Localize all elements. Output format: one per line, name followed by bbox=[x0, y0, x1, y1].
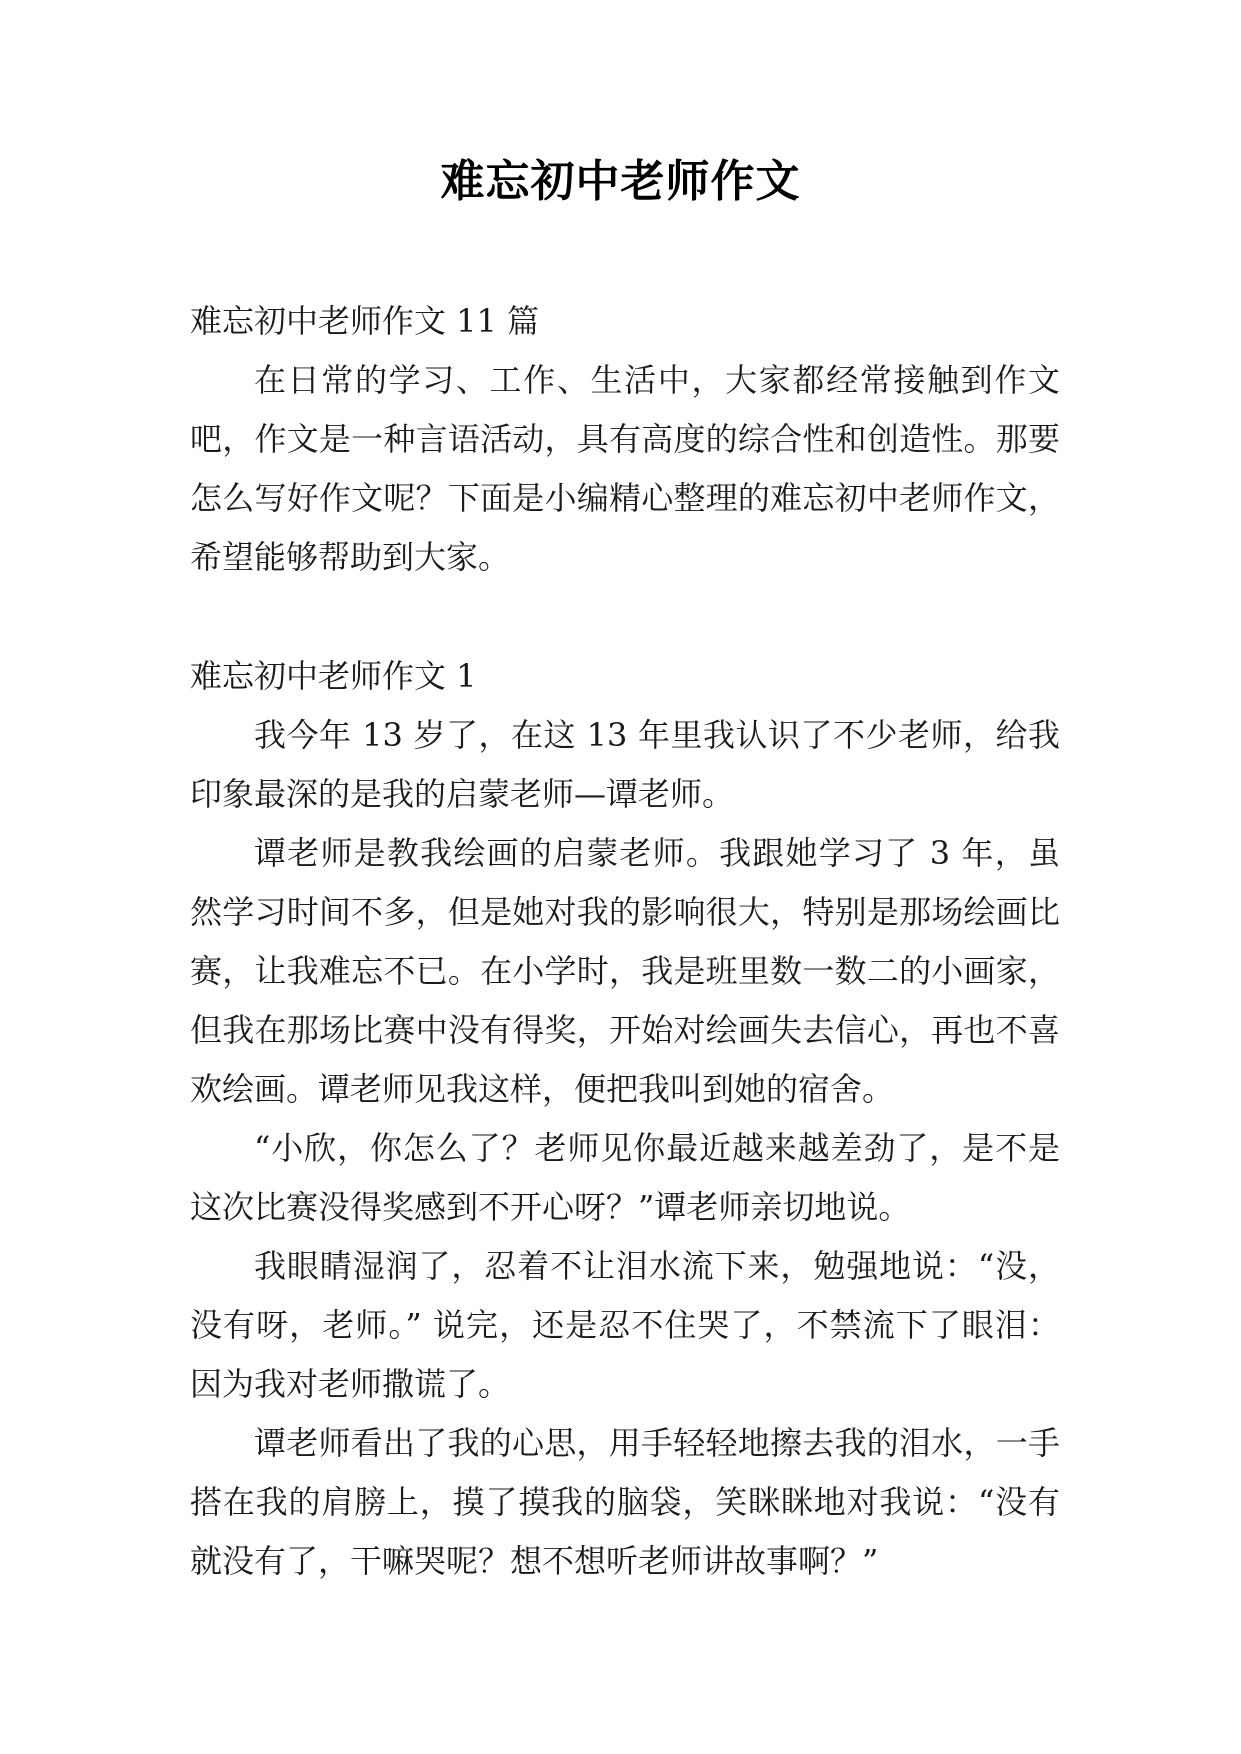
essay-heading: 难忘初中老师作文 1 bbox=[190, 657, 477, 695]
essay-paragraph: “小欣，你怎么了？老师见你最近越来越差劲了，是不是这次比赛没得奖感到不开心呀？”谭老师亲切地说。 bbox=[190, 1129, 1060, 1226]
essay-paragraph: 谭老师是教我绘画的启蒙老师。我跟她学习了 3 年，虽然学习时间不多，但是她对我的影响很大，特别是那场绘画比赛，让我难忘不已。在小学时，我是班里数一数二的小画家，但我在那场比赛中没有得奖，开始对绘画失去信心，再也不喜欢绘画。谭老师见我这样，便把我叫到她的宿舍。 bbox=[190, 834, 1060, 1108]
section-spacer bbox=[190, 587, 1060, 647]
document-body bbox=[190, 292, 1060, 1591]
intro-paragraph: 在日常的学习、工作、生活中，大家都经常接触到作文吧，作文是一种言语活动，具有高度的综合性和创造性。那要怎么写好作文呢？下面是小编精心整理的难忘初中老师作文，希望能够帮助到大家。 bbox=[190, 361, 1060, 576]
essay-paragraph: 我今年 13 岁了，在这 13 年里我认识了不少老师，给我印象最深的是我的启蒙老师—谭老师。 bbox=[190, 716, 1060, 813]
essay-paragraph: 我眼睛湿润了，忍着不让泪水流下来，勉强地说：“没，没有呀，老师。” 说完，还是忍不住哭了，不禁流下了眼泪：因为我对老师撒谎了。 bbox=[190, 1247, 1060, 1403]
collection-heading: 难忘初中老师作文 11 篇 bbox=[190, 302, 540, 340]
essay-paragraph: 谭老师看出了我的心思，用手轻轻地擦去我的泪水，一手搭在我的肩膀上，摸了摸我的脑袋，笑眯眯地对我说：“没有就没有了，干嘛哭呢？想不想听老师讲故事啊？” bbox=[190, 1424, 1060, 1580]
document-title: 难忘初中老师作文 bbox=[440, 156, 801, 207]
